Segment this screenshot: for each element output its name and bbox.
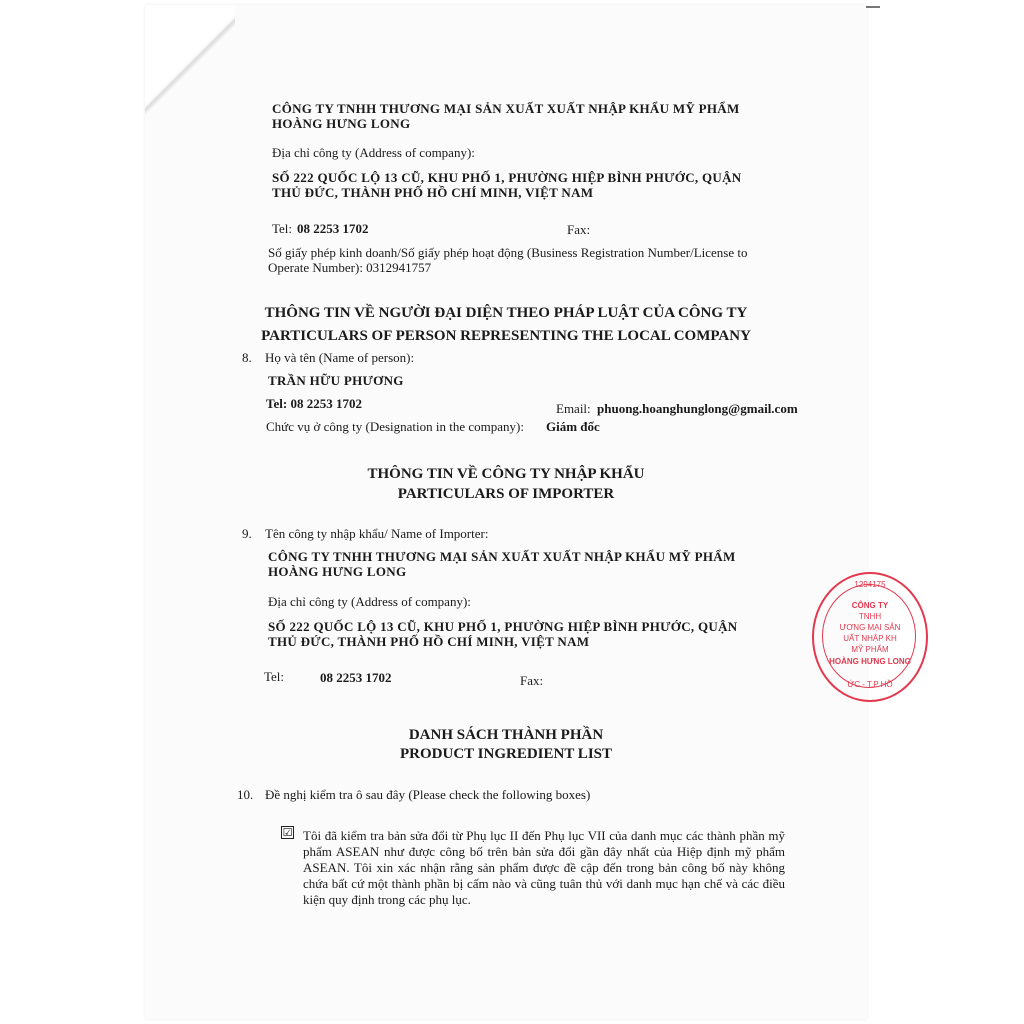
item-number-9: 9. bbox=[242, 526, 252, 541]
importer-tel-label: Tel: bbox=[264, 669, 285, 684]
company-address-line2: THỦ ĐỨC, THÀNH PHỐ HỒ CHÍ MINH, VIỆT NAM bbox=[272, 185, 594, 200]
person-name-label: Họ và tên (Name of person): bbox=[265, 350, 415, 365]
person-designation-value: Giám đốc bbox=[546, 419, 600, 434]
license-line2: Operate Number): 0312941757 bbox=[268, 260, 432, 275]
stamp-text-2: CÔNG TY bbox=[851, 601, 889, 610]
importer-heading-vi: THÔNG TIN VỀ CÔNG TY NHẬP KHẨU bbox=[367, 466, 645, 482]
company-fax-label: Fax: bbox=[567, 222, 591, 237]
importer-tel-value: 08 2253 1702 bbox=[320, 670, 392, 685]
importer-fax-label: Fax: bbox=[520, 673, 544, 688]
company-name-line2: HOÀNG HƯNG LONG bbox=[272, 116, 411, 131]
stamp-text-3: TNHH bbox=[858, 612, 882, 621]
folded-corner bbox=[145, 5, 235, 125]
edge-mark bbox=[866, 6, 880, 8]
person-designation-label: Chức vụ ở công ty (Designation in the company): bbox=[266, 419, 524, 434]
stamp-text-6: MỸ PHẨM bbox=[851, 645, 889, 654]
company-tel-label: Tel: bbox=[272, 221, 293, 236]
check-instruction: Đề nghị kiểm tra ô sau đây (Please check the following boxes) bbox=[265, 787, 591, 802]
person-email-label: Email: bbox=[556, 401, 591, 416]
declaration-checkbox[interactable]: ☑ bbox=[282, 826, 293, 839]
declaration-paragraph: Tôi đã kiểm tra bản sửa đổi từ Phụ lục II đến Phụ lục VII của danh mục các thành phần mỹ phẩm ASEAN như được công bố trên bản sửa đổi gần đây nhất của Hiệp định mỹ phẩm ASEAN. Tôi xin xác nhận rằng sản phẩm được đề cập đến trong bản công bố này không chứa bất cứ một thành phần bị cấm nào và cũng tuân thủ với danh mục hạn chế và các điều kiện quy định trong các phụ lục. bbox=[303, 828, 785, 907]
company-stamp bbox=[812, 572, 928, 702]
importer-name-line1: CÔNG TY TNHH THƯƠNG MẠI SẢN XUẤT XUẤT NHẬP KHẨU MỸ PHẨM bbox=[268, 549, 736, 564]
stamp-text-4: ƯƠNG MẠI SẢN bbox=[839, 623, 901, 632]
person-name-value: TRẦN HỮU PHƯƠNG bbox=[268, 373, 404, 388]
importer-address-label: Địa chỉ công ty (Address of company): bbox=[268, 594, 471, 609]
item-number-10: 10. bbox=[237, 787, 254, 802]
person-email-value: phuong.hoanghunglong@gmail.com bbox=[597, 401, 798, 416]
stamp-text-8: ỨC - T.P HỒ bbox=[847, 680, 893, 689]
representative-heading-en: PARTICULARS OF PERSON REPRESENTING THE LOCAL COMPANY bbox=[261, 328, 751, 344]
company-address-line1: SỐ 222 QUỐC LỘ 13 CŨ, KHU PHỐ 1, PHƯỜNG HIỆP BÌNH PHƯỚC, QUẬN bbox=[272, 170, 742, 185]
company-tel-value: 08 2253 1702 bbox=[297, 221, 369, 236]
importer-name-label: Tên công ty nhập khẩu/ Name of Importer: bbox=[265, 526, 489, 541]
license-line1: Số giấy phép kinh doanh/Số giấy phép hoạt động (Business Registration Number/License to bbox=[268, 245, 748, 260]
person-tel: Tel: 08 2253 1702 bbox=[266, 396, 362, 411]
ingredient-heading-en: PRODUCT INGREDIENT LIST bbox=[400, 746, 612, 762]
representative-heading-vi: THÔNG TIN VỀ NGƯỜI ĐẠI DIỆN THEO PHÁP LUẬT CỦA CÔNG TY bbox=[264, 305, 748, 321]
importer-heading-en: PARTICULARS OF IMPORTER bbox=[397, 486, 615, 502]
importer-name-line2: HOÀNG HƯNG LONG bbox=[268, 564, 407, 579]
company-address-label: Địa chỉ công ty (Address of company): bbox=[272, 145, 475, 160]
item-number-8: 8. bbox=[242, 350, 252, 365]
company-name-line1: CÔNG TY TNHH THƯƠNG MẠI SẢN XUẤT XUẤT NHẬP KHẨU MỸ PHẨM bbox=[272, 101, 740, 116]
stamp-text-1: 1294175 bbox=[854, 580, 886, 589]
importer-address-line1: SỐ 222 QUỐC LỘ 13 CŨ, KHU PHỐ 1, PHƯỜNG HIỆP BÌNH PHƯỚC, QUẬN bbox=[268, 619, 738, 634]
stamp-text-7: HOÀNG HƯNG LONG bbox=[829, 657, 911, 666]
importer-address-line2: THỦ ĐỨC, THÀNH PHỐ HỒ CHÍ MINH, VIỆT NAM bbox=[268, 634, 590, 649]
ingredient-heading-vi: DANH SÁCH THÀNH PHẦN bbox=[408, 727, 604, 743]
stamp-text-5: UẤT NHẬP KH bbox=[843, 634, 897, 643]
